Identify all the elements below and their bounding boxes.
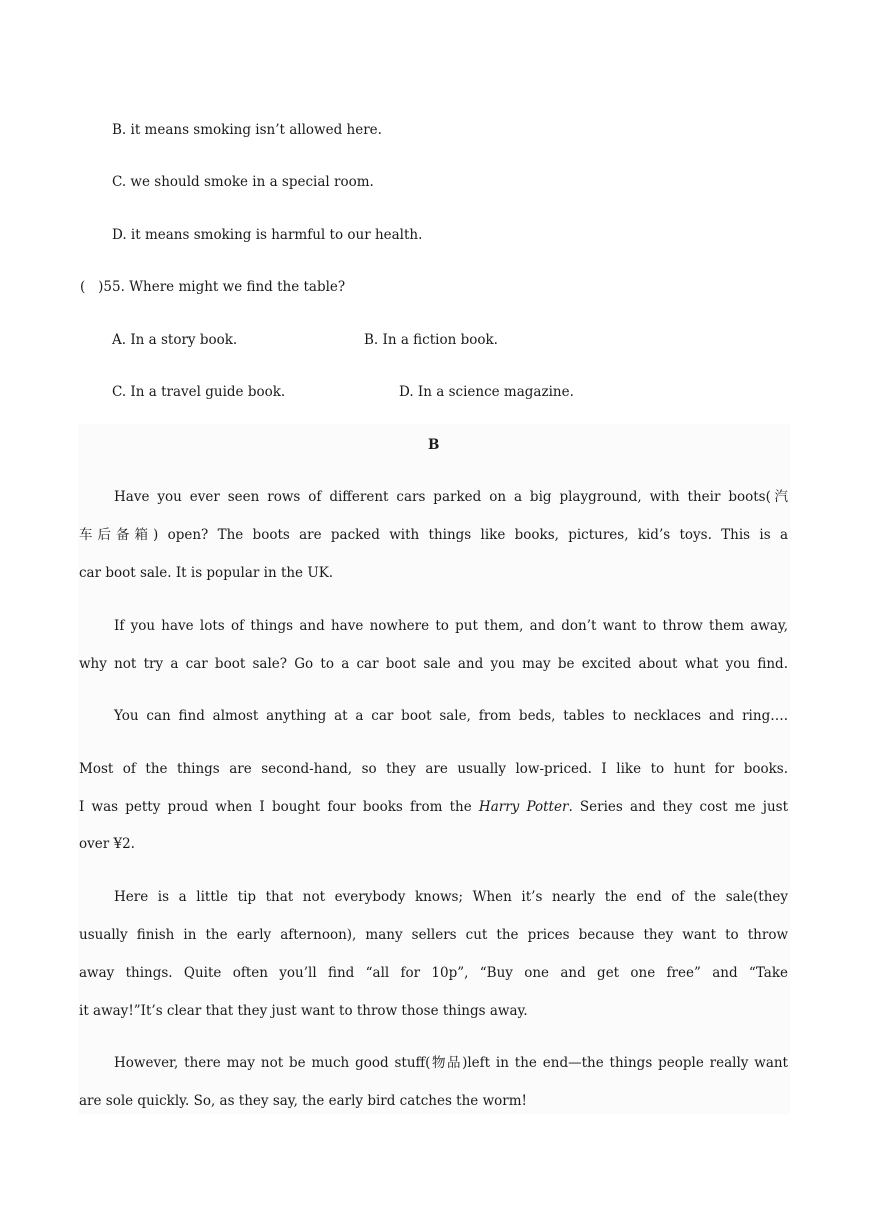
paragraph-line: Have you ever seen rows of different cars parked on a big playground, with their boots(汽 [114, 489, 788, 505]
question-55-option-a: A. In a story book. [112, 332, 238, 348]
paragraph-line: You can find almost anything at a car boot sale, from beds, tables to necklaces and ring…. [114, 708, 788, 724]
option-d: D. it means smoking is harmful to our health. [112, 227, 423, 243]
option-b: B. it means smoking isn’t allowed here. [112, 122, 382, 138]
paragraph-line: 车后备箱) open? The boots are packed with things like books, pictures, kid’s toys. This is a [79, 527, 788, 543]
paragraph-line: Most of the things are second-hand, so they are usually low-priced. I like to hunt for books. [79, 761, 788, 777]
question-55-option-d: D. In a science magazine. [399, 384, 574, 400]
passage-title: B [428, 437, 440, 453]
book-title: Harry Potter [478, 799, 569, 815]
text-segment: . Series and they cost me just [568, 799, 788, 815]
question-55-option-c: C. In a travel guide book. [112, 384, 286, 400]
paragraph-line: car boot sale. It is popular in the UK. [79, 565, 334, 581]
option-c: C. we should smoke in a special room. [112, 174, 374, 190]
paragraph-line: are sole quickly. So, as they say, the early bird catches the worm! [79, 1093, 527, 1109]
paragraph-line-with-title [79, 798, 788, 816]
paragraph-line: However, there may not be much good stuff(物品)left in the end—the things people really want [114, 1055, 788, 1071]
paragraph-line: it away!”It’s clear that they just want to throw those things away. [79, 1003, 528, 1019]
question-55-option-b: B. In a fiction book. [364, 332, 498, 348]
text-segment: I was petty proud when I bought four books from the [79, 799, 479, 815]
paragraph-line: usually finish in the early afternoon), many sellers cut the prices because they want to throw [79, 927, 788, 943]
question-55-stem: ( )55. Where might we find the table? [80, 279, 346, 295]
paragraph-line: over ¥2. [79, 836, 135, 852]
paragraph-line: away things. Quite often you’ll find “all for 10p”, “Buy one and get one free” and “Take [79, 965, 788, 981]
paragraph-line: why not try a car boot sale? Go to a car boot sale and you may be excited about what you find. [79, 656, 788, 672]
paragraph-line: If you have lots of things and have nowhere to put them, and don’t want to throw them away, [114, 618, 788, 634]
paragraph-line: Here is a little tip that not everybody knows; When it’s nearly the end of the sale(they [114, 889, 788, 905]
